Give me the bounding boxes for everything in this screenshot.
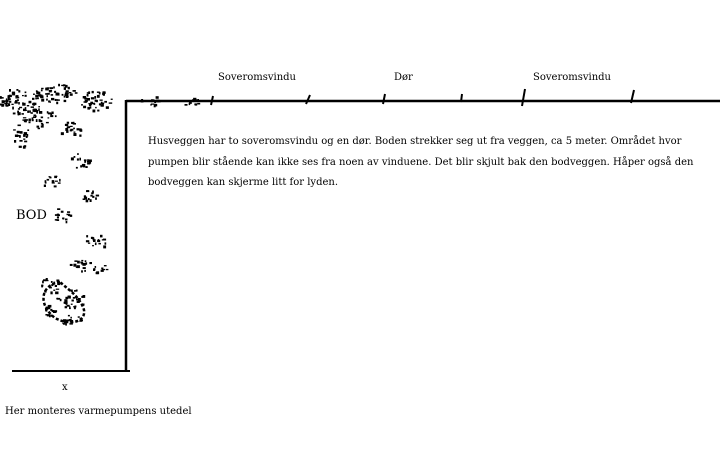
shrub-dot <box>17 99 19 101</box>
shrub-dot <box>92 91 94 93</box>
shrub-dot <box>69 308 71 309</box>
shrub-dot <box>68 296 71 299</box>
shrub-dot <box>96 271 99 274</box>
shrub-dot <box>51 98 54 100</box>
shrub-dot <box>51 281 53 283</box>
shrub-dot <box>70 215 73 217</box>
shrub-dot <box>25 134 27 136</box>
shrub-dot <box>79 135 81 137</box>
shrub-dot <box>103 94 105 96</box>
shrub-dot <box>67 126 71 128</box>
shrub-dot <box>90 102 93 104</box>
shrub-dot <box>61 211 64 213</box>
shrub-dot <box>95 243 97 246</box>
shrub-dot <box>59 179 61 182</box>
shrub-dot <box>19 146 22 148</box>
shrub-dot <box>23 117 26 118</box>
shrub-dot <box>37 126 40 128</box>
shrub-dot <box>22 113 24 115</box>
shrub-dot <box>70 129 73 131</box>
shrub-dot <box>49 90 52 93</box>
shrub-dot <box>66 130 68 133</box>
shrub-dot <box>18 108 20 110</box>
shrub-dot <box>5 100 8 103</box>
shrub-dot <box>18 114 20 116</box>
shrub-dot <box>77 261 80 264</box>
shrub-dot <box>49 315 51 318</box>
shrub-dot <box>12 93 15 96</box>
shrub-dot <box>27 129 29 131</box>
shrub-dot <box>18 90 20 92</box>
shrub-dot <box>54 91 56 93</box>
shrub-dot <box>13 129 16 130</box>
shrub-dot <box>55 115 57 117</box>
shrub-dot <box>9 89 11 92</box>
shrub-dot <box>35 98 37 100</box>
shrub-dot <box>84 195 86 197</box>
shrub-dot <box>12 107 14 110</box>
shrub-dot <box>50 115 53 117</box>
shrub-dot <box>86 240 89 242</box>
label-window-left: Soveromsvindu <box>218 72 296 83</box>
shrub-dot <box>67 122 69 124</box>
shrub-dot <box>45 280 48 281</box>
shrub-dot <box>29 122 31 124</box>
shrub-dot <box>103 245 106 248</box>
shrub-dot <box>36 119 38 122</box>
shrub-dot <box>141 99 143 101</box>
shrub-dot <box>56 176 58 177</box>
shrub-dot <box>74 90 76 92</box>
shrub-dot <box>94 103 96 105</box>
shrub-dot <box>61 132 64 135</box>
shrub-dot <box>104 265 107 266</box>
tick-door-right <box>461 94 462 102</box>
shrub-dot <box>77 153 79 155</box>
label-pump-note: Her monteres varmepumpens utedel <box>5 406 192 417</box>
shrub-dot <box>72 300 74 302</box>
shrub-dot <box>36 90 38 92</box>
shrub-dot <box>94 96 96 99</box>
shrub-dot <box>2 100 5 103</box>
shrub-dot <box>19 140 22 142</box>
shrub-dot <box>83 267 86 269</box>
shrub-dot <box>55 99 57 101</box>
shrub-dot <box>55 285 57 287</box>
shrub-dot <box>85 166 87 168</box>
shrub-dot <box>91 97 94 99</box>
shrub-dot <box>65 219 68 221</box>
shrub-dot <box>64 299 67 302</box>
shrub-dot <box>58 84 60 87</box>
shrub-dot <box>81 296 83 298</box>
shrub-dot <box>101 103 104 104</box>
shrub-dot <box>45 182 47 184</box>
shrub-dot <box>189 103 191 105</box>
shrub-dot <box>55 181 58 182</box>
shrub-dot <box>9 95 12 97</box>
shrub-dot <box>55 214 58 216</box>
shrub-dot <box>14 101 17 103</box>
shrub-dot <box>74 132 76 133</box>
shrub-dot <box>25 95 27 97</box>
shrub-dot <box>111 99 113 100</box>
shrub-dot <box>38 128 40 130</box>
shrub-dot <box>73 306 75 307</box>
shrub-dot <box>65 297 68 299</box>
shrub-dot <box>25 110 27 111</box>
shrub-dot <box>96 195 99 197</box>
shrub-dot <box>11 104 13 105</box>
shrub-dot <box>71 304 73 305</box>
shrub-dot <box>64 87 66 90</box>
shrub-dot <box>85 100 88 103</box>
shrub-dot <box>8 95 10 98</box>
shrub-dot <box>86 200 89 203</box>
shrub-dot <box>70 317 72 319</box>
shrub-dot <box>50 102 52 103</box>
tick-window-left-end <box>211 96 213 105</box>
shrub-dot <box>154 104 157 107</box>
shrub-dot <box>53 86 55 88</box>
shrub-dot <box>92 196 94 198</box>
shrub-dot <box>95 107 97 108</box>
shrub-dot <box>80 129 83 132</box>
shrub-dot <box>15 97 17 98</box>
shrub-dot <box>64 322 66 323</box>
shrub-dot <box>54 185 57 187</box>
shrub-dot <box>89 262 92 264</box>
shrub-dot <box>55 219 58 221</box>
shrub-dot <box>86 235 88 237</box>
shrub-dot <box>15 95 18 97</box>
shrub-dot <box>77 265 80 268</box>
shrub-dot <box>47 111 49 113</box>
tick-window-left-start <box>306 95 310 104</box>
shrub-dot <box>106 269 109 270</box>
shrub-dot <box>141 101 144 102</box>
shrub-dot <box>47 87 50 88</box>
shrub-dot <box>93 269 95 271</box>
label-door: Dør <box>394 72 413 83</box>
shrub-dot <box>66 221 68 223</box>
shrub-dot <box>95 100 97 102</box>
shrub-dot <box>81 270 83 272</box>
shrub-dot <box>29 119 31 122</box>
shrub-dot <box>45 93 48 95</box>
shrub-dot <box>40 96 43 97</box>
shrub-dot <box>65 94 68 96</box>
shrub-dot <box>16 89 18 91</box>
shrub-dot <box>46 99 48 101</box>
shrub-dot <box>23 139 25 140</box>
shrub-dot <box>64 302 67 305</box>
shrub-dot <box>79 158 81 161</box>
shrub-dot <box>9 98 11 100</box>
shrub-dot <box>37 97 39 99</box>
shrub-dot <box>58 182 61 183</box>
shrub-dot <box>62 218 64 220</box>
shrub-dot <box>32 98 34 100</box>
shrub-dot <box>77 158 79 160</box>
tick-window-right-start <box>522 89 525 106</box>
shrub-dot <box>61 85 64 86</box>
shrub-dot <box>66 96 69 97</box>
shrub-scribbles <box>0 84 200 326</box>
shrub-dot <box>50 291 52 294</box>
shrub-dot <box>31 106 34 108</box>
description-line: pumpen blir stående kan ikke ses fra noen av vinduene. Det blir skjult bak den bodveggen. Håper også den <box>148 156 694 168</box>
shrub-dot <box>14 140 16 143</box>
shrub-dot <box>63 323 66 324</box>
shrub-dot <box>4 103 7 104</box>
shrub-dot <box>17 131 20 133</box>
shrub-dot <box>20 131 23 134</box>
shrub-dot <box>18 102 20 105</box>
shrub-dot <box>32 119 34 121</box>
shrub-dot <box>151 99 153 102</box>
shrub-dot <box>69 306 71 307</box>
shrub-dot <box>70 93 73 95</box>
shrub-dot <box>41 88 44 89</box>
shrub-dot <box>48 305 50 307</box>
shrub-dot <box>84 159 87 161</box>
shrub-dot <box>47 95 49 97</box>
shrub-dot <box>64 100 67 102</box>
shrub-dot <box>57 214 60 216</box>
shrub-dot <box>22 95 24 96</box>
shrub-dot <box>74 156 76 158</box>
shrub-dot <box>50 87 53 89</box>
shrub-dot <box>91 237 94 239</box>
shrub-dot <box>86 190 89 192</box>
shrub-dot <box>17 111 19 114</box>
shrub-dot <box>73 264 76 267</box>
shrub-dot <box>18 125 21 127</box>
shrub-dot <box>48 117 50 118</box>
shrub-dot <box>19 135 21 138</box>
description-text <box>148 132 694 194</box>
shrub-dot <box>22 102 24 103</box>
shrub-dot <box>8 103 11 106</box>
shrub-dot <box>57 208 60 210</box>
description-line: bodveggen kan skjerme litt for lyden. <box>148 177 339 188</box>
shrub-dot <box>103 92 105 94</box>
shrub-dot <box>52 310 55 312</box>
shrub-dot <box>26 136 28 138</box>
shrub-dot <box>84 98 87 100</box>
shrub-dot <box>19 107 22 108</box>
shrub-dot <box>74 290 77 292</box>
label-pump-marker: x <box>62 382 68 393</box>
shrub-dot <box>82 164 85 167</box>
shrub-dot <box>97 92 100 93</box>
shrub-dot <box>90 199 92 202</box>
shrub-dot <box>84 270 86 272</box>
shrub-dot <box>41 285 43 287</box>
shrub-dot <box>93 110 96 113</box>
shrub-dot <box>73 297 76 299</box>
shrub-dot <box>74 260 77 262</box>
shrub-dot <box>65 124 68 126</box>
shrub-dot <box>66 90 69 92</box>
shrub-dot <box>192 99 195 101</box>
shrub-dot <box>73 128 75 130</box>
shrub-dot <box>95 197 97 199</box>
shrub-dot <box>101 104 104 107</box>
shrub-dot <box>57 93 60 96</box>
shrub-dot <box>76 167 78 169</box>
shrub-dot <box>57 216 59 218</box>
shrub-dot <box>35 115 37 117</box>
shrub-dot <box>56 102 58 105</box>
shrub-dot <box>53 290 55 291</box>
shrub-dot <box>157 100 160 102</box>
shrub-dot <box>41 99 44 102</box>
shrub-dot <box>56 298 58 300</box>
shrub-dot <box>38 108 40 111</box>
shrub-dot <box>88 243 90 244</box>
label-window-right: Soveromsvindu <box>533 72 611 83</box>
shrub-dot <box>50 113 52 116</box>
shrub-dot <box>29 101 32 104</box>
shrub-dot <box>197 103 200 105</box>
shrub-dot <box>74 133 76 135</box>
shrub-dot <box>60 299 62 301</box>
shrub-dot <box>81 104 83 106</box>
shrub-dot <box>92 191 94 194</box>
shrub-dot <box>102 269 105 270</box>
shrub-dot <box>100 235 103 238</box>
shrub-dot <box>27 110 29 113</box>
shrub-dot <box>47 179 50 181</box>
shrub-dot <box>194 104 196 105</box>
shrub-dot <box>56 289 59 290</box>
shrub-dot <box>197 99 199 101</box>
shrub-dot <box>27 105 29 106</box>
shrub-dot <box>87 94 89 97</box>
shrub-dot <box>70 264 73 266</box>
shrub-dot <box>51 94 54 96</box>
shrub-dot <box>49 176 51 177</box>
shrub-dot <box>185 104 188 106</box>
shrub-dot <box>98 239 100 242</box>
shrub-dot <box>70 126 73 127</box>
shrub-dot <box>81 262 83 265</box>
shrub-dot <box>88 91 90 94</box>
shrub-dot <box>103 239 106 241</box>
shrub-dot <box>39 111 42 114</box>
shrub-dot <box>68 87 70 90</box>
shrub-dot <box>156 96 159 99</box>
shrub-dot <box>55 292 58 295</box>
shrub-dot <box>23 146 26 149</box>
shrub-dot <box>41 117 43 119</box>
shrub-dot <box>0 96 2 99</box>
shrub-dot <box>67 211 70 213</box>
shrub-dot <box>150 104 152 105</box>
shrub-dot <box>109 102 113 103</box>
shrub-dot <box>78 316 80 318</box>
shrub-dot <box>87 161 90 163</box>
shrub-dot <box>90 106 92 108</box>
shrub-dot <box>24 141 27 143</box>
shrub-dot <box>24 119 27 122</box>
shrub-dot <box>0 104 2 106</box>
shrub-dot <box>33 103 35 106</box>
shrub-dot <box>25 92 27 94</box>
shrub-dot <box>77 128 80 130</box>
shrub-dot <box>97 95 100 98</box>
shrub-dot <box>39 119 41 122</box>
shrub-dot <box>67 214 71 216</box>
wall-opening-ticks <box>211 89 634 106</box>
shrub-dot <box>81 260 83 261</box>
shrub-dot <box>42 124 44 126</box>
shrub-dot <box>100 100 103 101</box>
shrub-dot <box>75 92 78 94</box>
shrub-dot <box>154 101 156 103</box>
shrub-dot <box>38 92 41 95</box>
shrub-dot <box>9 101 11 103</box>
shrub-dot <box>62 94 64 96</box>
shrub-dot <box>34 110 37 112</box>
shrub-dot <box>85 260 87 262</box>
shrub-dot <box>95 266 97 268</box>
shrub-dot <box>44 185 46 188</box>
shrub-dot <box>106 106 109 109</box>
shrub-dot <box>97 110 99 112</box>
label-shed: BOD <box>16 208 47 223</box>
shrub-dot <box>92 245 94 246</box>
shrub-dot <box>101 268 103 270</box>
shrub-dot <box>85 262 87 265</box>
shrub-dot <box>64 96 66 98</box>
shrub-dot <box>83 106 86 109</box>
shrub-dot <box>105 242 107 244</box>
shrub-dot <box>98 243 101 245</box>
shrub-dot <box>46 122 49 123</box>
shrub-dot <box>84 161 86 163</box>
shrub-dot <box>57 99 60 100</box>
shrub-dot <box>38 106 40 107</box>
shrub-dot <box>25 107 27 109</box>
shrub-dot <box>13 113 16 115</box>
description-line: Husveggen har to soveromsvindu og en dør. Boden strekker seg ut fra veggen, ca 5 meter. Området hvor <box>148 136 682 147</box>
shrub-dot <box>69 92 71 93</box>
shrub-dot <box>65 306 68 308</box>
shrub-dot <box>68 315 70 317</box>
shrub-dot <box>33 94 35 96</box>
shrub-dot <box>52 180 54 183</box>
tick-door-left <box>383 94 385 104</box>
shrub-dot <box>37 95 39 96</box>
shrub-dot <box>195 99 197 100</box>
shrub-dot <box>41 89 43 91</box>
shrub-dot <box>71 157 74 160</box>
shrub-dot <box>41 125 44 127</box>
shrub-dot <box>29 110 31 112</box>
shrub-dot <box>73 122 75 124</box>
shrub-dot <box>104 101 107 103</box>
